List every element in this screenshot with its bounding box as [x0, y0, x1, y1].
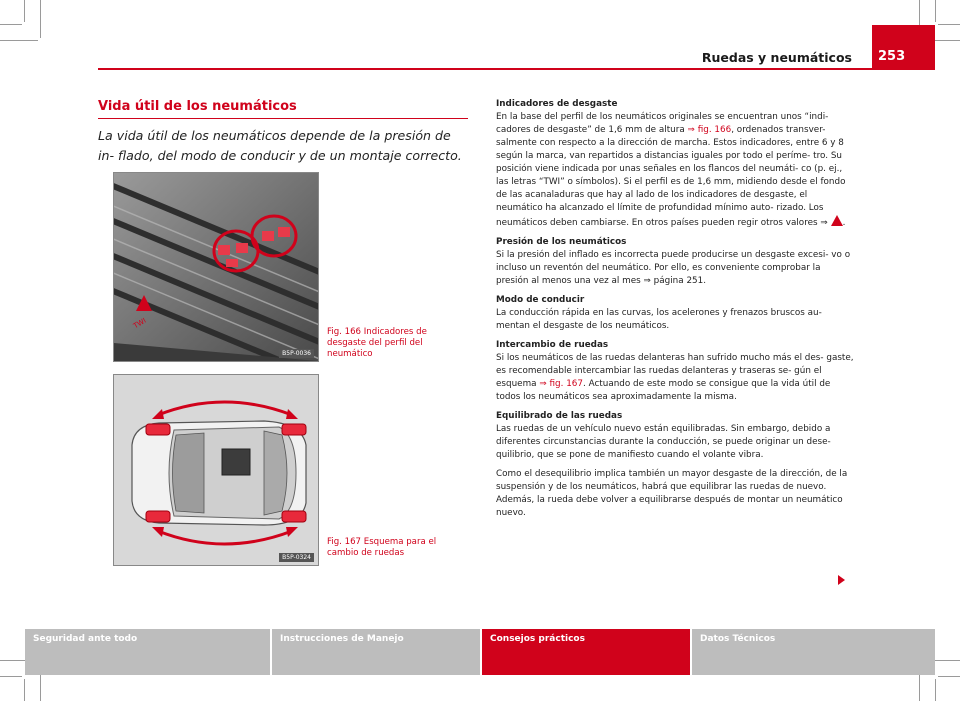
crop-mark [0, 24, 22, 25]
crop-mark [24, 0, 25, 22]
paragraph: Como el desequilibrio implica también un mayor desgaste de la dirección, de la suspensión y de los neumáticos, habrá que equilibrar las ruedas de nuevo. Además, la rueda debe volver a equilibrarse después de montar un neumático nuevo. [496, 469, 848, 518]
crop-mark [40, 0, 41, 38]
footer-tab-seguridad[interactable]: Seguridad ante todo [25, 629, 270, 675]
section-lead: La vida útil de los neumáticos depende de la presión de in- flado, del modo de conducir y de un montaje correcto. [98, 128, 462, 163]
crop-mark [935, 0, 936, 22]
paragraph: En la base del perfil de los neumáticos originales se encuentran unos “indi- cadores de desgaste” de 1,6 mm de altura ⇒ fig. 166, ordenados transver- salmente con respecto a la dirección de marcha. Estos indicadores, entre 6 y 8 según la marca, van repartidos a distancias iguales por todo el períme- tro. Su posición viene indicada por unas señales en los flancos del neumáti- co (p. ej., las letras “TWI” o símbolos). Si el perfil es de 1,6 mm, midiendo desde el fondo de las acanaladuras que hay al lado de los indicadores de desgaste, el neumático ha alcanzado el límite de profundidad mínimo auto- rizado. Los neumáticos deben cambiarse. En otros países pueden regir otros valores ⇒ . [496, 112, 846, 228]
crop-mark [935, 679, 936, 701]
tire-tread-illustration [114, 173, 318, 361]
page-number: 253 [872, 25, 935, 68]
subheading: Indicadores de desgaste [496, 99, 618, 109]
paragraph: Si los neumáticos de las ruedas delanteras han sufrido mucho más el des- gaste, es recomendable intercambiar las ruedas delanteras y traseras se- gún el esquema ⇒ fig. 167. Actuando de este modo se consigue que la vida útil de todos los neumáticos sea aproximadamente la misma. [496, 353, 854, 402]
crop-mark [0, 40, 38, 41]
paragraph: La conducción rápida en las curvas, los acelerones y frenazos bruscos au- mentan el desgaste de los neumáticos. [496, 308, 822, 331]
subheading: Equilibrado de las ruedas [496, 411, 623, 421]
footer-tab-consejos[interactable]: Consejos prácticos [482, 629, 690, 675]
header-rule [98, 68, 935, 70]
paragraph: Las ruedas de un vehículo nuevo están equilibradas. Sin embargo, debido a diferentes circunstancias durante la conducción, se puede originar un dese- quilibrio, que se pone de manifiesto cuando el volante vibra. [496, 424, 831, 460]
footer-tab-datos[interactable]: Datos Técnicos [692, 629, 935, 675]
crop-mark [0, 676, 22, 677]
warning-icon[interactable] [831, 215, 843, 226]
crop-mark [938, 676, 960, 677]
figure-code: B5P-0036 [279, 349, 314, 358]
body-text [496, 98, 854, 520]
figure-code: B5P-0324 [279, 553, 314, 562]
running-header: Ruedas y neumáticos [701, 50, 852, 65]
figure-caption: Fig. 166 Indicadores de desgaste del perfil del neumático [327, 327, 427, 359]
continue-arrow-icon [838, 575, 845, 585]
subheading: Intercambio de ruedas [496, 340, 609, 350]
paragraph: Si la presión del inflado es incorrecta puede producirse un desgaste excesi- vo o incluso un reventón del neumático. Por ello, es conveniente comprobar la presión al menos una vez al mes ⇒ página 251. [496, 250, 851, 286]
footer-tab-instrucciones[interactable]: Instrucciones de Manejo [272, 629, 480, 675]
section-rule [98, 118, 468, 119]
figure-caption: Fig. 167 Esquema para el cambio de ruedas [327, 537, 437, 558]
subheading: Presión de los neumáticos [496, 237, 627, 247]
subheading: Modo de conducir [496, 295, 585, 305]
crop-mark [938, 24, 960, 25]
figure-wheel-rotation [113, 374, 319, 566]
section-title: Vida útil de los neumáticos [98, 99, 297, 114]
svg-text:TWI: TWI [132, 316, 148, 331]
figure-link[interactable]: ⇒ fig. 166 [687, 125, 732, 135]
wheel-rotation-diagram [114, 375, 318, 565]
figure-link[interactable]: ⇒ fig. 167 [539, 379, 584, 389]
figure-tread-wear [113, 172, 319, 362]
crop-mark [24, 679, 25, 701]
